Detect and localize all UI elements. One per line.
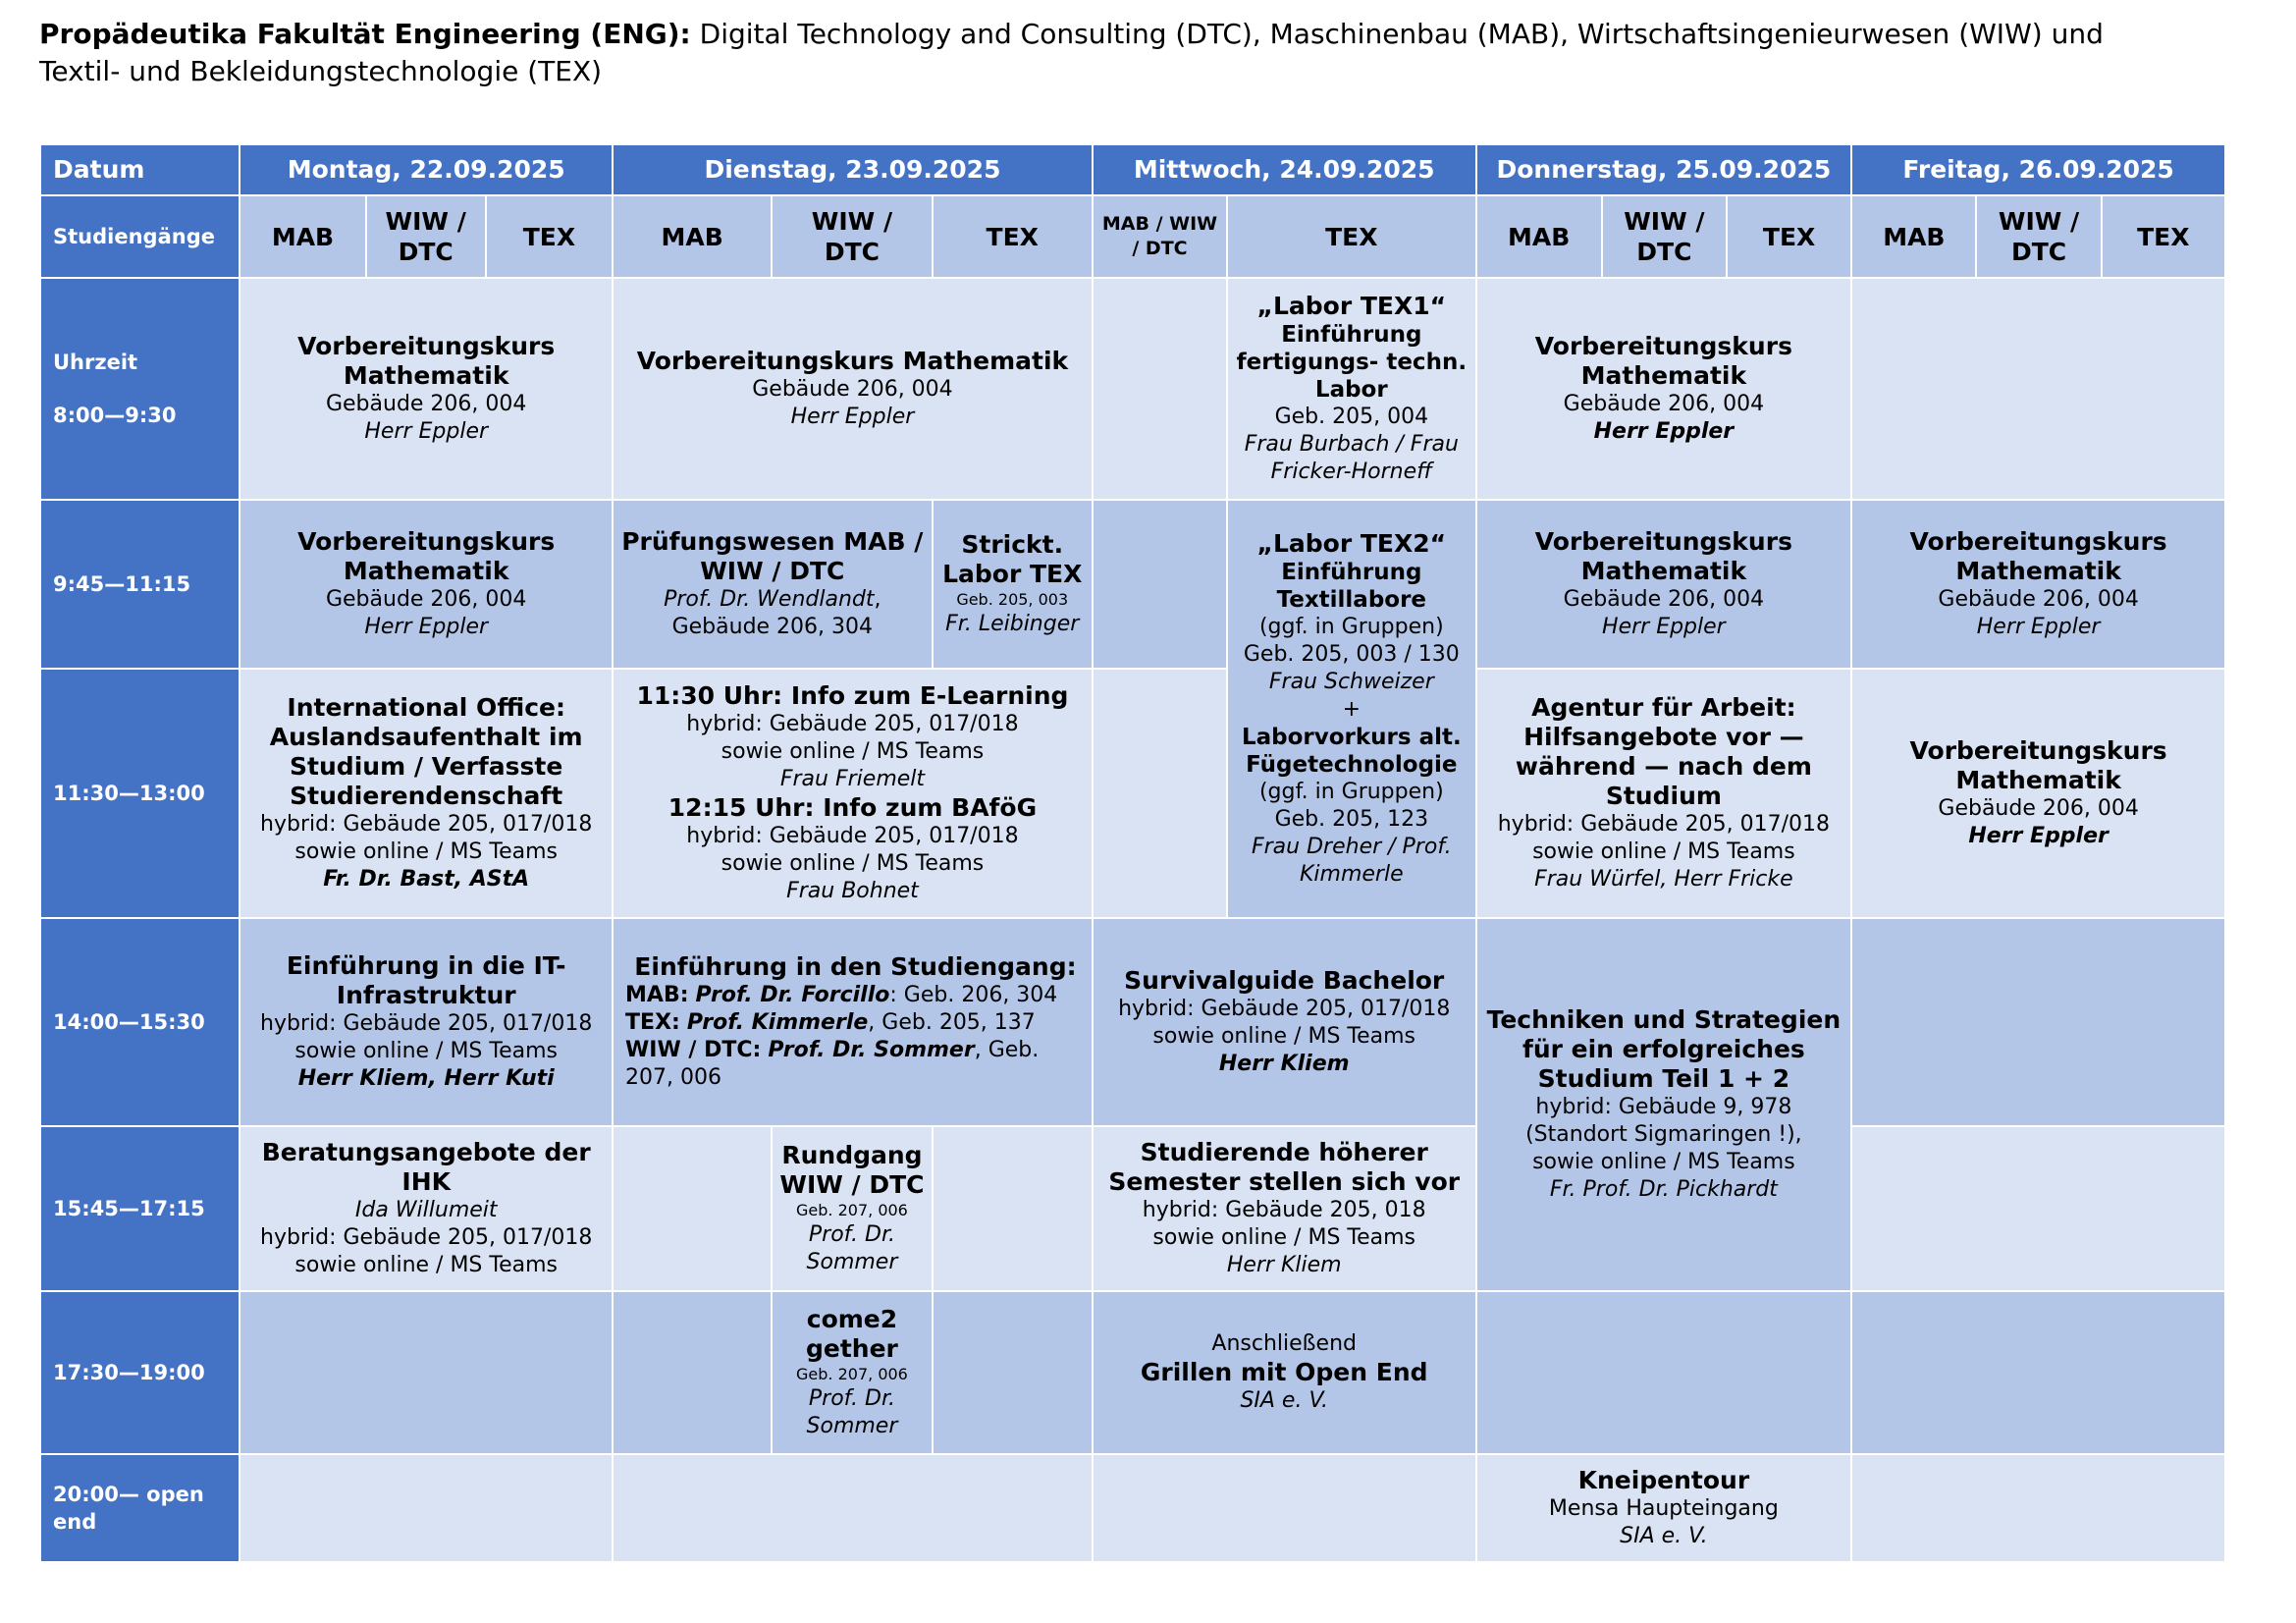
event-mo-mathe-1: Vorbereitungskurs Mathematik Gebäude 206, 004 Herr Eppler [240,278,613,500]
event-di-mathe-1: Vorbereitungskurs Mathematik Gebäude 206, 004 Herr Eppler [613,278,1093,500]
event-di-einfuehrung-studiengang: Einführung in den Studiengang: MAB: Prof. Dr. Forcillo: Geb. 206, 304 TEX: Prof. Kimmerle, Geb. 205, 137 WIW / DTC: Prof. Dr. Sommer, Geb. 207, 006 [613,918,1093,1126]
event-di-strickt-labor: Strickt. Labor TEX Geb. 205, 003 Fr. Leibinger [933,500,1093,669]
time-label-7: 20:00— open end [40,1454,240,1562]
event-mi-grillen: Anschließend Grillen mit Open End SIA e. V. [1093,1291,1476,1454]
empty-cell [1093,278,1227,500]
time-label-1: Uhrzeit 8:00—9:30 [40,278,240,500]
empty-cell [1851,918,2225,1126]
col-tex: TEX [933,195,1093,278]
empty-cell [933,1291,1093,1454]
empty-cell [1476,1291,1852,1454]
event-mi-labor-tex2: „Labor TEX2“ Einführung Textillabore (ggf. in Gruppen) Geb. 205, 003 / 130 Frau Schweizer + Laborvorkurs alt. Fügetechnologie (ggf. in Gruppen) Geb. 205, 123 Frau Dreher / Prof. Kimmerle [1227,500,1475,918]
title-bold: Propädeutika Fakultät Engineering (ENG): [39,18,691,50]
empty-cell [1851,278,2225,500]
time-label-2: 9:45—11:15 [40,500,240,669]
col-wiw-dtc: WIW / DTC [1602,195,1727,278]
empty-cell [613,1126,772,1291]
col-wiw-dtc: WIW / DTC [1976,195,2101,278]
event-do-mathe-2: Vorbereitungskurs Mathematik Gebäude 206, 004 Herr Eppler [1476,500,1852,669]
label-studiengaenge: Studiengänge [40,195,240,278]
event-do-kneipentour: Kneipentour Mensa Haupteingang SIA e. V. [1476,1454,1852,1562]
event-di-pruefungswesen: Prüfungswesen MAB / WIW / DTC Prof. Dr. Wendlandt, Gebäude 206, 304 [613,500,933,669]
event-mi-labor-tex1: „Labor TEX1“ Einführung fertigungs- techn. Labor Geb. 205, 004 Frau Burbach / Frau Fricker-Horneff [1227,278,1475,500]
slot-row-7 [40,1454,2225,1562]
header-row [40,144,2225,195]
event-fr-mathe-2: Vorbereitungskurs Mathematik Gebäude 206, 004 Herr Eppler [1851,500,2225,669]
col-tex: TEX [2102,195,2225,278]
time-label-6: 17:30—19:00 [40,1291,240,1454]
col-mab: MAB [1476,195,1602,278]
empty-cell [613,1454,1093,1562]
col-tex: TEX [486,195,613,278]
slot-row-6 [40,1291,2225,1454]
event-di-come2gether: come2 gether Geb. 207, 006 Prof. Dr. Sommer [772,1291,932,1454]
empty-cell [240,1291,613,1454]
empty-cell [1851,1454,2225,1562]
slot-row-4 [40,918,2225,1126]
title-line2: Textil- und Bekleidungstechnologie (TEX) [39,55,603,87]
header-day-dienstag: Dienstag, 23.09.2025 [613,144,1093,195]
event-mo-it-infrastruktur: Einführung in die IT-Infrastruktur hybrid: Gebäude 205, 017/018 sowie online / MS Teams Herr Kliem, Herr Kuti [240,918,613,1126]
event-do-agentur-arbeit: Agentur für Arbeit: Hilfsangebote vor — während — nach dem Studium hybrid: Gebäude 205, 017/018 sowie online / MS Teams Frau Würfel, Herr Fricke [1476,669,1852,918]
col-mab: MAB [1851,195,1976,278]
time-label-4: 14:00—15:30 [40,918,240,1126]
header-day-donnerstag: Donnerstag, 25.09.2025 [1476,144,1852,195]
event-di-elearning-bafoeg: 11:30 Uhr: Info zum E-Learning hybrid: Gebäude 205, 017/018 sowie online / MS Teams Frau Friemelt 12:15 Uhr: Info zum BAföG hybrid: Gebäude 205, 017/018 sowie online / MS Teams Frau Bohnet [613,669,1093,918]
schedule-table [39,143,2226,1563]
event-mi-survivalguide: Survivalguide Bachelor hybrid: Gebäude 205, 017/018 sowie online / MS Teams Herr Kliem [1093,918,1476,1126]
time-label-3: 11:30—13:00 [40,669,240,918]
empty-cell [1851,1126,2225,1291]
slot-row-3 [40,669,2225,918]
page-title [39,16,2248,90]
event-mo-ihk: Beratungsangebote der IHK Ida Willumeit hybrid: Gebäude 205, 017/018 sowie online / MS Teams [240,1126,613,1291]
event-mi-hoehere-semester: Studierende höherer Semester stellen sich vor hybrid: Gebäude 205, 018 sowie online / MS Teams Herr Kliem [1093,1126,1476,1291]
event-fr-mathe-3: Vorbereitungskurs Mathematik Gebäude 206, 004 Herr Eppler [1851,669,2225,918]
header-day-montag: Montag, 22.09.2025 [240,144,613,195]
header-datum: Datum [40,144,240,195]
empty-cell [240,1454,613,1562]
col-mab-wiw-dtc: MAB / WIW / DTC [1093,195,1227,278]
event-do-techniken-strategien: Techniken und Strategien für ein erfolgreiches Studium Teil 1 + 2 hybrid: Gebäude 9, 978 (Standort Sigmaringen !), sowie online / MS Teams Fr. Prof. Dr. Pickhardt [1476,918,1852,1291]
col-mab: MAB [613,195,772,278]
col-wiw-dtc: WIW / DTC [772,195,932,278]
event-mo-mathe-2: Vorbereitungskurs Mathematik Gebäude 206, 004 Herr Eppler [240,500,613,669]
empty-cell [1093,500,1227,669]
col-mab: MAB [240,195,365,278]
header-day-freitag: Freitag, 26.09.2025 [1851,144,2225,195]
programs-row [40,195,2225,278]
empty-cell [1093,669,1227,918]
empty-cell [1093,1454,1476,1562]
empty-cell [933,1126,1093,1291]
slot-row-5 [40,1126,2225,1291]
event-do-mathe-1: Vorbereitungskurs Mathematik Gebäude 206, 004 Herr Eppler [1476,278,1852,500]
slot-row-2 [40,500,2225,669]
empty-cell [613,1291,772,1454]
slot-row-1 [40,278,2225,500]
col-tex: TEX [1727,195,1851,278]
event-di-rundgang: Rundgang WIW / DTC Geb. 207, 006 Prof. Dr. Sommer [772,1126,932,1291]
empty-cell [1851,1291,2225,1454]
title-rest: Digital Technology and Consulting (DTC), Maschinenbau (MAB), Wirtschaftsingenieurwesen (WIW) und [690,18,2104,50]
col-wiw-dtc: WIW / DTC [366,195,486,278]
col-tex: TEX [1227,195,1475,278]
event-mo-international-office: International Office: Auslandsaufenthalt im Studium / Verfasste Studierendenschaft hybrid: Gebäude 205, 017/018 sowie online / MS Teams Fr. Dr. Bast, AStA [240,669,613,918]
time-label-5: 15:45—17:15 [40,1126,240,1291]
header-day-mittwoch: Mittwoch, 24.09.2025 [1093,144,1476,195]
